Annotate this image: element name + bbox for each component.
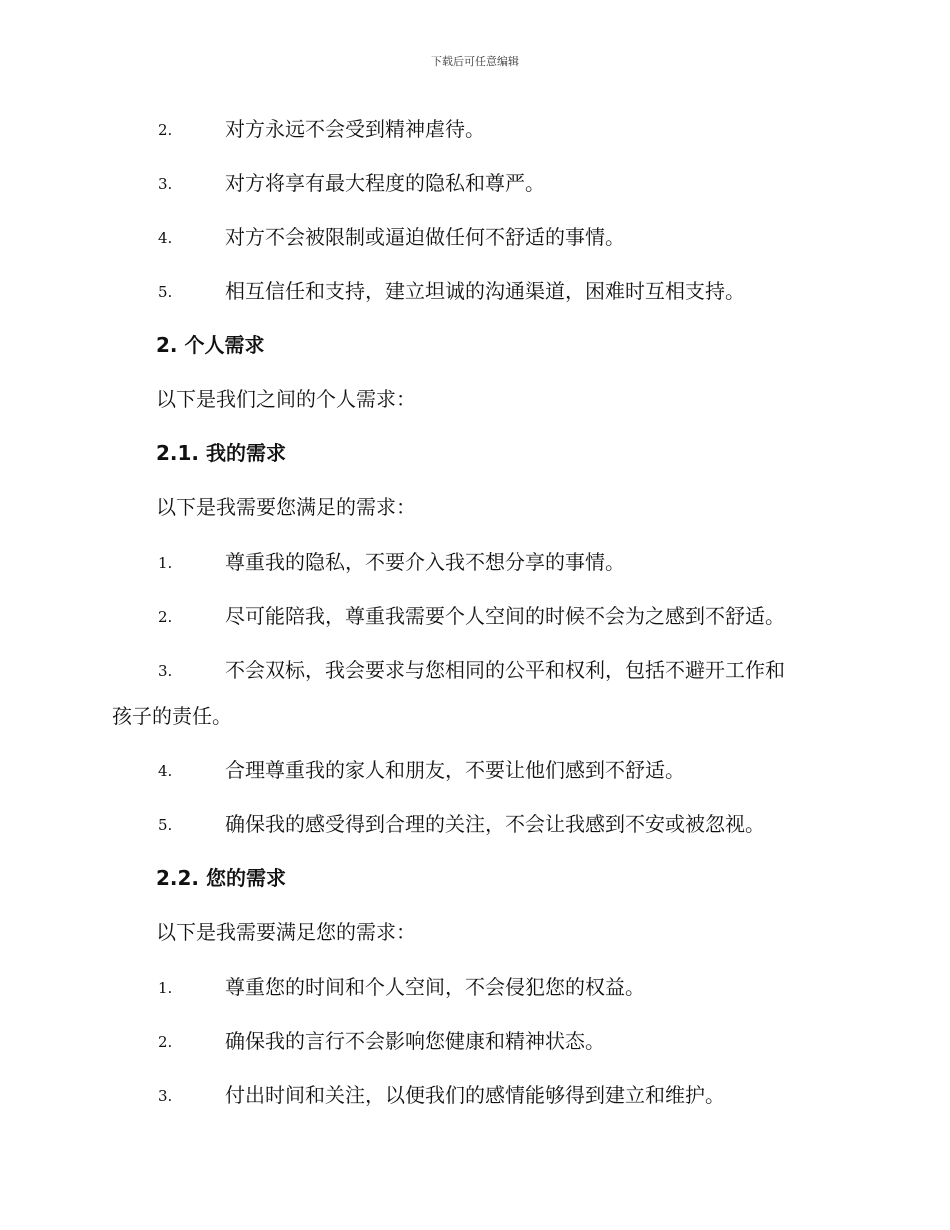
section-intro: 以下是我们之间的个人需求：	[156, 387, 416, 411]
list-number: 4.	[158, 229, 173, 247]
list-text: 付出时间和关注，以便我们的感情能够得到建立和维护。	[225, 1083, 725, 1107]
list-text: 尊重您的时间和个人空间，不会侵犯您的权益。	[225, 975, 645, 999]
list-text: 确保我的言行不会影响您健康和精神状态。	[225, 1029, 605, 1053]
list-number: 2.	[158, 608, 173, 626]
list-text: 尽可能陪我，尊重我需要个人空间的时候不会为之感到不舒适。	[225, 604, 785, 628]
list-number: 3.	[158, 175, 173, 193]
list-text: 合理尊重我的家人和朋友，不要让他们感到不舒适。	[225, 758, 685, 782]
page-header: 下载后可任意编辑	[431, 55, 519, 68]
section-heading: 2. 个人需求	[156, 333, 265, 357]
list-number: 3.	[158, 1087, 173, 1105]
list-text: 对方将享有最大程度的隐私和尊严。	[225, 171, 545, 195]
list-number: 5.	[158, 283, 173, 301]
list-number: 5.	[158, 816, 173, 834]
list-text: 确保我的感受得到合理的关注，不会让我感到不安或被忽视。	[225, 812, 765, 836]
list-number: 1.	[158, 979, 173, 997]
list-text: 对方不会被限制或逼迫做任何不舒适的事情。	[225, 225, 625, 249]
list-number: 4.	[158, 762, 173, 780]
list-text-continuation: 孩子的责任。	[112, 704, 232, 728]
list-number: 3.	[158, 662, 173, 680]
list-text: 不会双标，我会要求与您相同的公平和权利，包括不避开工作和	[225, 658, 785, 682]
list-number: 2.	[158, 121, 173, 139]
subsection-intro: 以下是我需要您满足的需求：	[156, 495, 416, 519]
subsection-heading: 2.1. 我的需求	[156, 441, 286, 465]
list-text: 尊重我的隐私，不要介入我不想分享的事情。	[225, 550, 625, 574]
subsection-heading: 2.2. 您的需求	[156, 866, 286, 890]
list-text: 对方永远不会受到精神虐待。	[225, 117, 485, 141]
list-number: 1.	[158, 554, 173, 572]
subsection-intro: 以下是我需要满足您的需求：	[156, 920, 416, 944]
list-text: 相互信任和支持，建立坦诚的沟通渠道，困难时互相支持。	[225, 279, 745, 303]
list-number: 2.	[158, 1033, 173, 1051]
